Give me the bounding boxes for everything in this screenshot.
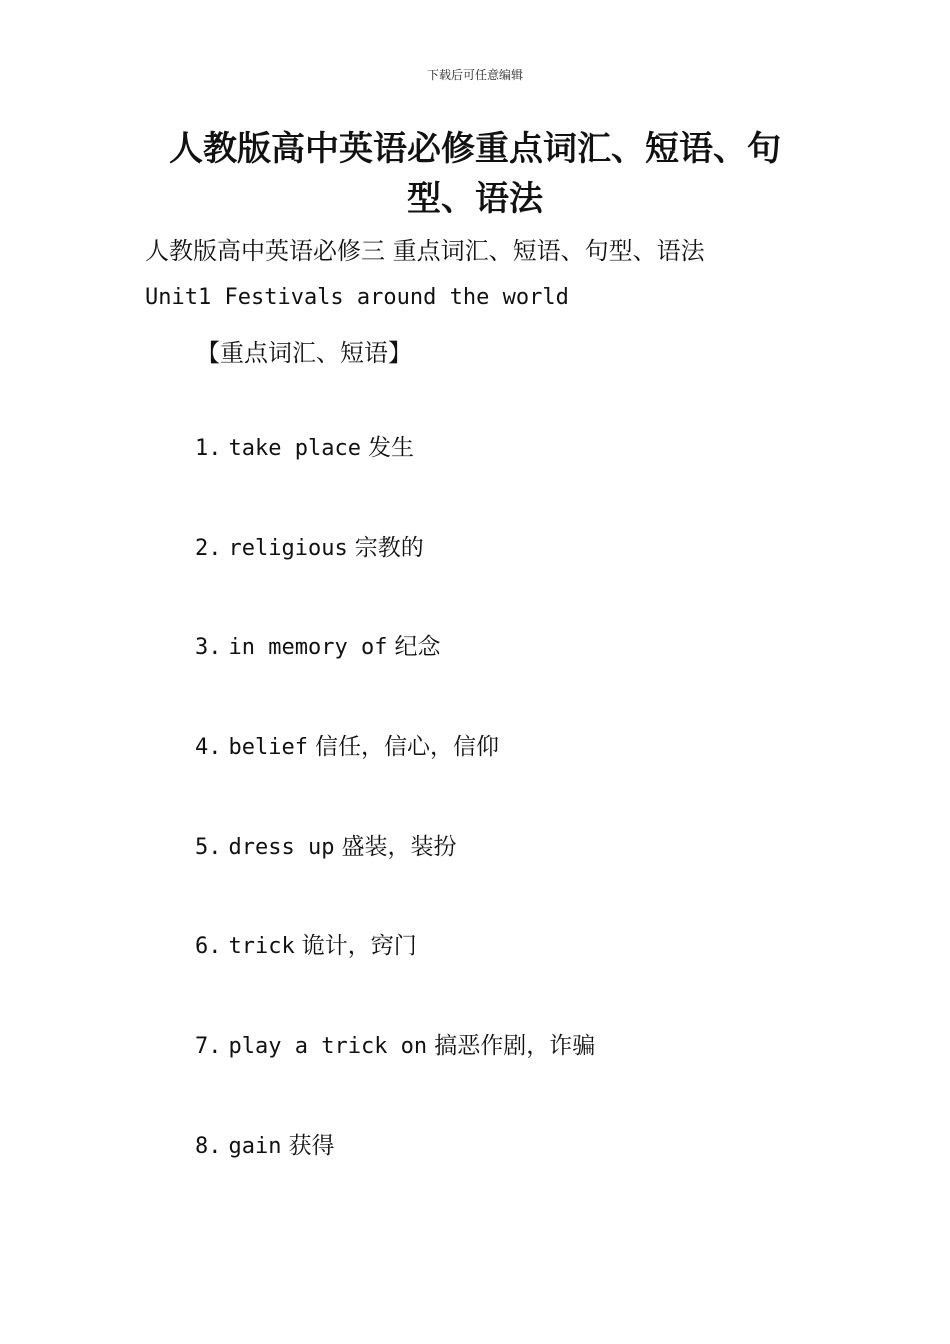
vocab-number: 1. (195, 436, 222, 461)
vocab-definition: 获得 (288, 1132, 335, 1159)
vocab-item (195, 631, 595, 731)
vocab-number: 6. (195, 934, 222, 960)
vocab-number: 3. (195, 635, 222, 661)
vocab-term: play a trick on (228, 1034, 428, 1060)
vocab-item (195, 831, 595, 931)
vocab-item (195, 1130, 595, 1230)
section-heading: 【重点词汇、短语】 (196, 339, 412, 367)
vocab-item (195, 532, 595, 632)
vocab-term: religious (228, 535, 348, 561)
vocab-item (195, 1030, 595, 1130)
vocab-term: in memory of (228, 635, 388, 661)
vocab-item (195, 930, 595, 1030)
vocab-definition: 搞恶作剧，诈骗 (434, 1033, 596, 1060)
vocab-number: 7. (195, 1034, 222, 1060)
vocab-definition: 信任，信心，信仰 (314, 734, 499, 761)
vocab-definition: 宗教的 (354, 534, 424, 561)
header-note: 下载后可任意编辑 (426, 68, 523, 82)
vocab-term: trick (228, 934, 295, 960)
vocab-number: 2. (195, 535, 222, 561)
vocab-definition: 盛装，装扮 (341, 833, 457, 860)
vocab-item (195, 432, 595, 532)
vocab-term: gain (228, 1133, 282, 1159)
vocab-definition: 诡计，窍门 (301, 933, 417, 960)
vocab-number: 5. (195, 834, 222, 860)
vocab-term: take place (228, 436, 361, 461)
vocab-number: 8. (195, 1133, 222, 1159)
document-subtitle: 人教版高中英语必修三 重点词汇、短语、句型、语法 (145, 237, 705, 265)
unit-title: Unit1 Festivals around the world (145, 285, 569, 310)
vocab-term: belief (228, 735, 308, 761)
document-title: 人教版高中英语必修重点词汇、短语、句型、语法 (169, 129, 781, 219)
vocab-number: 4. (195, 735, 222, 761)
vocab-item (195, 731, 595, 831)
vocab-definition: 纪念 (394, 634, 441, 661)
vocab-definition: 发生 (367, 435, 414, 461)
vocab-term: dress up (228, 834, 335, 860)
vocab-list (195, 432, 595, 1230)
